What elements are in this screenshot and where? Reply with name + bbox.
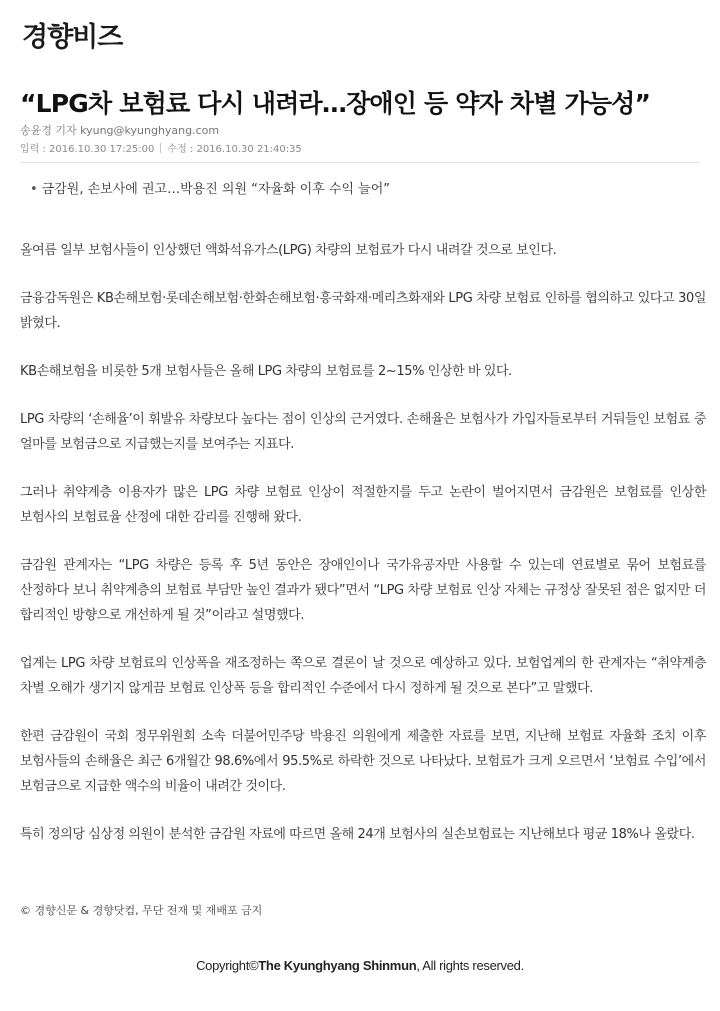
article-paragraph: 금융감독원은 KB손해보험·롯데손해보험·한화손해보험·흥국화재·메리츠화재와 LPG 차량 보험료 인하를 협의하고 있다고 30일 밝혔다. (20, 291, 706, 331)
copyright-prefix: Copyright© (196, 958, 259, 973)
article-body (20, 238, 706, 870)
site-logo[interactable]: 경향비즈 (22, 22, 123, 53)
copyright-notice-english (0, 956, 720, 976)
article-subheadline (30, 180, 390, 200)
subheadline-text: 금감원, 손보사에 권고…박용진 의원 “자율화 이후 수익 늘어” (41, 182, 391, 197)
article-paragraph: 금감원 관계자는 “LPG 차량은 등록 후 5년 동안은 장애인이나 국가유공자만 사용할 수 있는데 연료별로 묶어 보험료를 산정하다 보니 취약계층의 보험료 부담만 높인 결과가 됐다”면서 “LPG 차량 보험료 인상 자체는 규정상 잘못된 점은 없지만 더 합리적인 방향으로 개선하게 될 것”이라고 설명했다. (20, 558, 706, 623)
modified-date: 수정 : 2016.10.30 21:40:35 (167, 144, 302, 155)
copyright-company: The Kyunghyang Shinmun (258, 958, 417, 973)
article-headline: “LPG차 보험료 다시 내려라…장애인 등 약자 차별 가능성” (20, 89, 651, 118)
article-paragraph: 올여름 일부 보험사들이 인상했던 액화석유가스(LPG) 차량의 보험료가 다시 내려갈 것으로 보인다. (20, 243, 557, 258)
article-dates (20, 142, 302, 158)
subheadline-bullet: • (30, 182, 38, 197)
date-separator (160, 143, 161, 153)
copyright-notice-korean: © 경향신문 & 경향닷컴, 무단 전재 및 재배포 금지 (20, 904, 263, 917)
article-byline: 송윤경 기자 kyung@kyunghyang.com (20, 124, 220, 137)
copyright-suffix: , All rights reserved. (416, 958, 524, 973)
article-paragraph: LPG 차량의 ‘손해율’이 휘발유 차량보다 높다는 점이 인상의 근거였다. 손해율은 보험사가 가입자들로부터 거둬들인 보험료 중 얼마를 보험금으로 지급했는지를 보여주는 지표다. (20, 412, 706, 452)
article-paragraph: 특히 정의당 심상정 의원이 분석한 금감원 자료에 따르면 올해 24개 보험사의 실손보험료는 지난해보다 평균 18%나 올랐다. (20, 827, 695, 842)
input-date: 입력 : 2016.10.30 17:25:00 (20, 144, 155, 155)
article-paragraph: 그러나 취약계층 이용자가 많은 LPG 차량 보험료 인상이 적절한지를 두고 논란이 벌어지면서 금감원은 보험료를 인상한 보험사의 보험료율 산정에 대한 감리를 진행해 왔다. (20, 485, 706, 525)
article-paragraph: 한편 금감원이 국회 정무위원회 소속 더불어민주당 박용진 의원에게 제출한 자료를 보면, 지난해 보험료 자율화 조치 이후 보험사들의 손해율은 최근 6개월간 98.6%에서 95.5%로 하락한 것으로 나타났다. 보험료가 크게 오르면서 ‘보험료 수입’에서 보험금으로 지급한 액수의 비율이 내려간 것이다. (20, 729, 706, 794)
header-divider (20, 162, 700, 163)
article-paragraph: 업계는 LPG 차량 보험료의 인상폭을 재조정하는 쪽으로 결론이 날 것으로 예상하고 있다. 보험업계의 한 관계자는 “취약계층 차별 오해가 생기지 않게끔 보험료 인상폭 등을 합리적인 수준에서 다시 정하게 될 것으로 본다”고 말했다. (20, 656, 706, 696)
article-paragraph: KB손해보험을 비롯한 5개 보험사들은 올해 LPG 차량의 보험료를 2~15% 인상한 바 있다. (20, 364, 512, 379)
